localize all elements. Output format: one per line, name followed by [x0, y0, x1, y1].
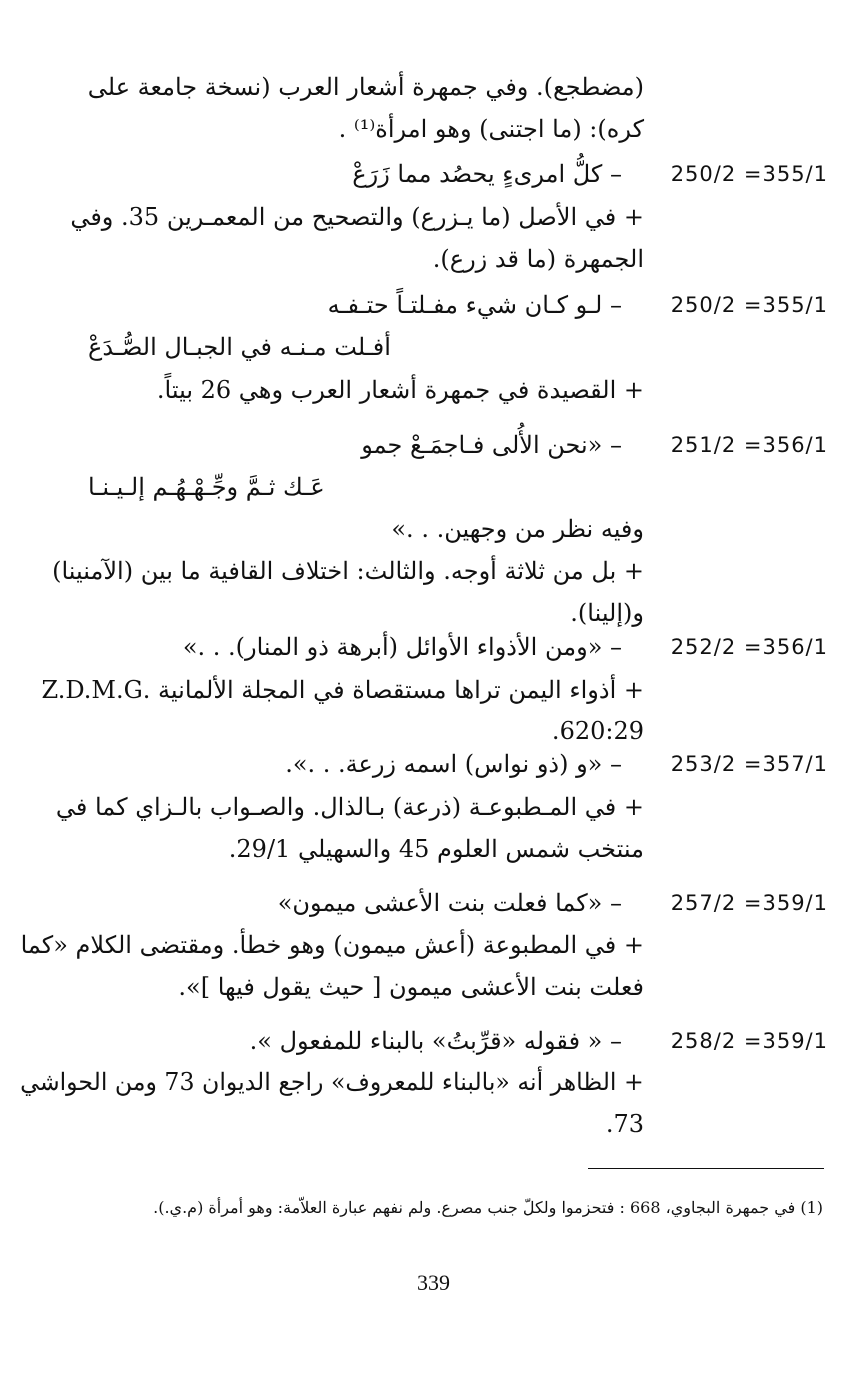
reference-number: 257/2 =359/1 [670, 891, 828, 915]
text-line: + في المطبوعة (أعش ميمون) وهو خطأ. ومقتضى الكلام «كما [20, 931, 644, 959]
reference-number: 251/2 =356/1 [670, 433, 828, 457]
text-line: و(إلينا). [570, 599, 644, 627]
text-line: + الظاهر أنه «بالبناء للمعروف» راجع الديوان 73 ومن الحواشي [20, 1068, 644, 1096]
text-line: منتخب شمس العلوم 45 والسهيلي 29/1. [228, 835, 644, 863]
text-line: – « فقوله «قرِّبتُ» بالبناء للمفعول ». [249, 1027, 622, 1055]
reference-number: 250/2 =355/1 [670, 162, 828, 186]
text-line: – «و (ذو نواس) اسمه زرعة. . .». [285, 750, 622, 778]
footnote: (1) في جمهرة البجاوي، 668 : فتحزموا ولكلّ جنب مصرع. ولم نفهم عبارة العلاّمة: وهو أمرأة (م.ي.). [153, 1198, 823, 1217]
text-line: + في الأصل (ما يـزرع) والتصحيح من المعمـرين 35. وفي [70, 203, 644, 231]
reference-number: 252/2 =356/1 [670, 635, 828, 659]
text-line: الجمهرة (ما قد زرع). [432, 245, 644, 273]
reference-number: 250/2 =355/1 [670, 293, 828, 317]
footnote-rule [588, 1168, 824, 1169]
text-line: 73. [605, 1110, 644, 1138]
verse-line: عَـك ثـمَّ وجِّـهْـهُـم إلـيـنـا [88, 473, 325, 501]
text-line: + القصيدة في جمهرة أشعار العرب وهي 26 بيتاً. [156, 376, 644, 404]
reference-number: 253/2 =357/1 [670, 752, 828, 776]
text-line: – «ومن الأذواء الأوائل (أبرهة ذو المنار). . .» [182, 633, 622, 661]
text-line: + بل من ثلاثة أوجه. والثالث: اختلاف القافية ما بين (الآمنينا) [52, 557, 644, 585]
text-line: (مضطجع). وفي جمهرة أشعار العرب (نسخة جامعة على [87, 73, 644, 101]
reference-number: 258/2 =359/1 [670, 1029, 828, 1053]
page-number: 339 [417, 1270, 450, 1295]
verse-line: – كلُّ امرىءٍ يحصُد مما زَرَعْ [352, 160, 622, 188]
text-line: + في المـطبوعـة (ذرعة) بـالذال. والصـواب بالـزاي كما في [55, 793, 644, 821]
text-line: + أذواء اليمن تراها مستقصاة في المجلة الألمانية .Z.D.M.G [41, 676, 644, 704]
text-line: كره): (ما اجتنى) وهو امرأة⁽¹⁾ . [338, 115, 644, 143]
text-line: فعلت بنت الأعشى ميمون [ حيث يقول فيها ]». [178, 973, 644, 1001]
verse-line: – «نحن الأُلى فـاجمَـعْ جمو [361, 431, 622, 459]
text-line: 620:29. [551, 717, 644, 745]
verse-line: أفـلت مـنـه في الجبـال الصُّـدَعْ [88, 333, 391, 361]
text-line: – «كما فعلت بنت الأعشى ميمون» [277, 889, 622, 917]
verse-line: – لـو كـان شيء مفـلتـاً حتـفـه [327, 291, 622, 319]
text-line: وفيه نظر من وجهين. . .» [391, 515, 644, 543]
